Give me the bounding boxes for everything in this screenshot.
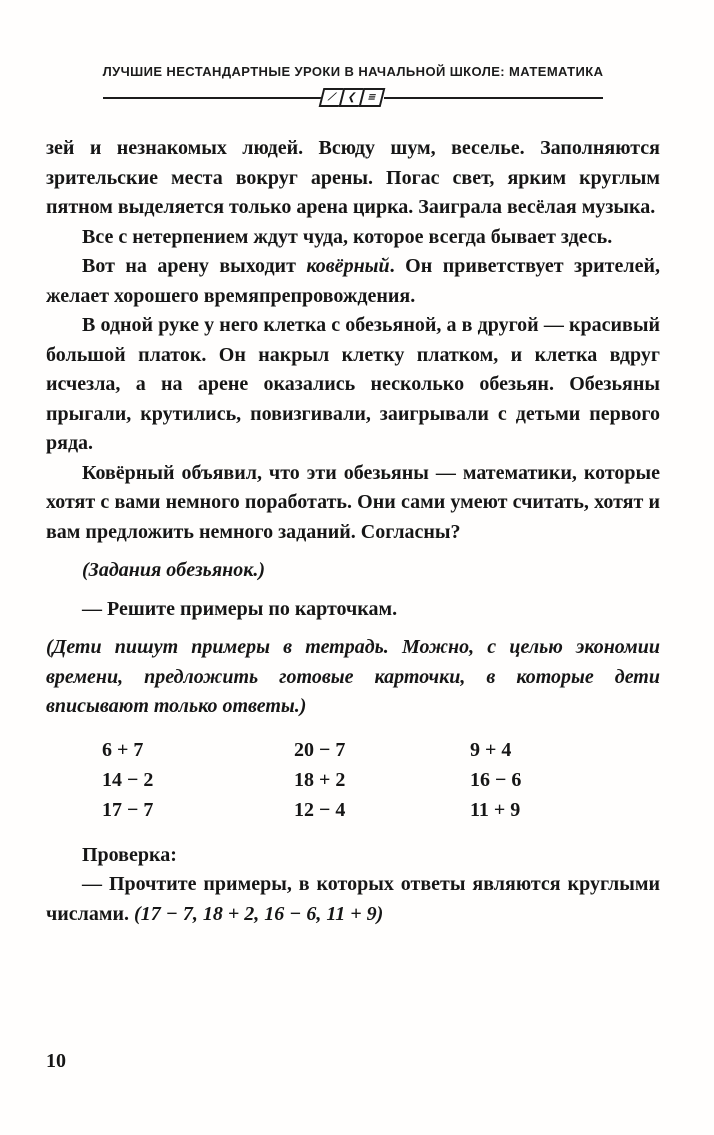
running-head-title: ЛУЧШИЕ НЕСТАНДАРТНЫЕ УРОКИ В НАЧАЛЬНОЙ ШКОЛЕ: МАТЕМАТИКА <box>102 64 604 79</box>
example-expression: 20 − 7 <box>294 738 346 761</box>
paragraph <box>46 311 660 459</box>
example-expression: 18 + 2 <box>294 768 346 791</box>
text-run: . Он приветствует зрителей, желает хорошего времяпрепровождения. <box>46 255 660 307</box>
divider-line-left <box>103 97 322 99</box>
example-expression: 12 − 4 <box>294 798 346 821</box>
text-run: зей и незнакомых людей. Всюду шум, веселье. Заполняются зрительские места вокруг арены. Погас свет, ярким круглым пятном выделяется только арена цирка. Заиграла весёлая музыка. <box>46 137 660 218</box>
text-blocks <box>46 134 660 722</box>
paragraph <box>46 633 660 722</box>
text-run: — Прочтите примеры, в которых ответы являются круглыми числами. <box>46 873 660 925</box>
text-run: Все с нетерпением ждут чуда, которое всегда бывает здесь. <box>82 225 613 248</box>
paragraph <box>46 870 660 929</box>
text-run: Ковёрный объявил, что эти обезьяны — математики, которые хотят с вами немного поработать. Они сами умеют считать, хотят и вам предложить немного заданий. Согласны? <box>46 461 660 543</box>
header-divider <box>103 88 603 107</box>
paragraph <box>46 134 660 223</box>
page-number: 10 <box>46 1050 66 1072</box>
ornament-slash-icon: ⟋ <box>319 88 346 107</box>
italic-text-run: (Задания обезьянок.) <box>82 559 266 581</box>
ornament-chevron-icon: ❮ <box>339 88 366 107</box>
examples-table <box>46 735 660 825</box>
paragraph <box>46 223 660 253</box>
text-run: — Решите примеры по карточкам. <box>82 597 398 620</box>
italic-text-run: ковёрный <box>306 255 390 277</box>
paragraph <box>46 595 660 625</box>
paragraph <box>46 556 660 586</box>
paragraph <box>46 459 660 548</box>
example-expression: 11 + 9 <box>470 798 521 821</box>
paragraph <box>46 841 660 871</box>
text-run: Проверка: <box>82 843 177 866</box>
ornament-lines-icon: ≡ <box>359 88 386 107</box>
example-expression: 6 + 7 <box>102 738 144 761</box>
italic-text-run: (Дети пишут примеры в тетрадь. Можно, с целью экономии времени, предложить готовые карточки, в которые дети вписывают только ответы.) <box>46 636 660 717</box>
example-expression: 16 − 6 <box>470 768 522 791</box>
page-body <box>46 134 660 929</box>
text-blocks-after-examples <box>46 841 660 930</box>
divider-ornament-icon <box>323 88 383 107</box>
text-run: В одной руке у него клетка с обезьяной, а в другой — красивый большой платок. Он накрыл клетку платком, и клетка вдруг исчезла, а на арене оказались несколько обезьян. Обезьяны прыгали, крутились, повизгивали, заигрывали с детьми первого ряда. <box>46 314 660 454</box>
example-expression: 17 − 7 <box>102 798 154 821</box>
paragraph <box>46 252 660 311</box>
italic-text-run: (17 − 7, 18 + 2, 16 − 6, 11 + 9) <box>134 902 384 925</box>
text-run: Вот на арену выходит <box>82 255 307 277</box>
example-expression: 14 − 2 <box>102 768 154 791</box>
example-expression: 9 + 4 <box>470 738 512 761</box>
divider-line-right <box>384 97 603 99</box>
